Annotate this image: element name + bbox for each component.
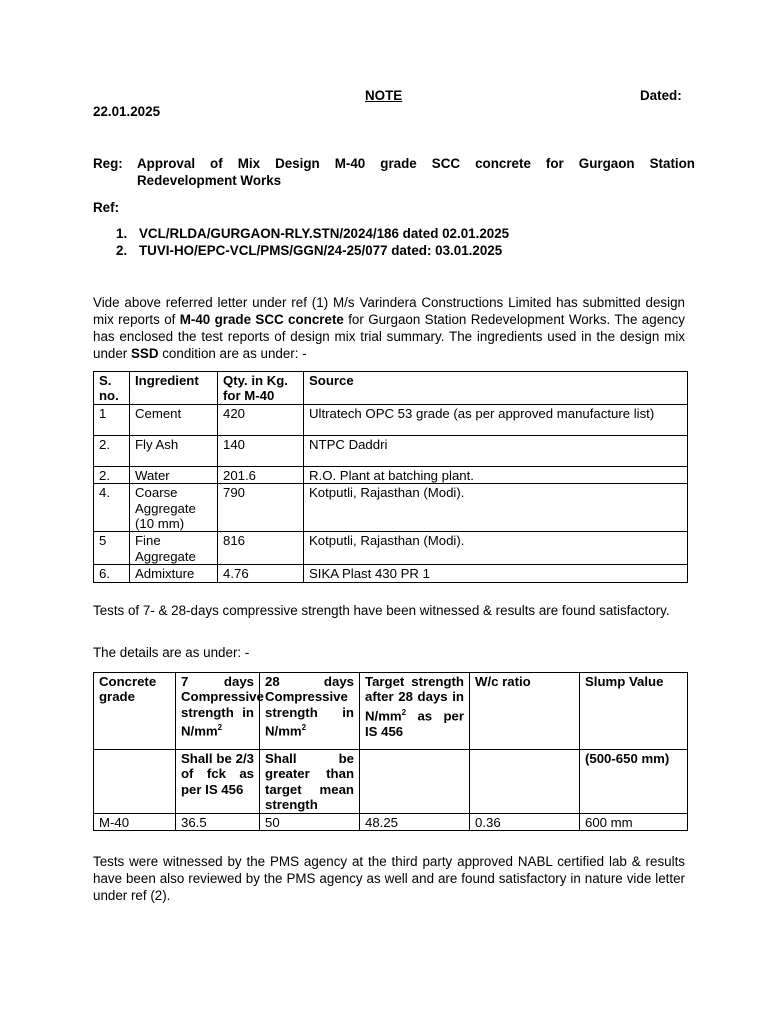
tests-paragraph: Tests of 7- & 28-days compressive strength have been witnessed & results are found satisfactory. [93, 603, 670, 618]
source-cell: Kotputli, Rajasthan (Modi). [304, 484, 688, 532]
table-row [94, 466, 688, 483]
qty-cell: 816 [218, 532, 304, 565]
intro-bold-grade: M-40 grade SCC concrete [179, 312, 344, 327]
table-row [94, 813, 688, 830]
table-header-row [94, 372, 688, 405]
qty-cell: 140 [218, 435, 304, 466]
table-row [94, 404, 688, 435]
note-date: 22.01.2025 [93, 104, 161, 119]
result-cell: 0.36 [470, 813, 580, 830]
dated-label: Dated: [640, 88, 682, 103]
column-header: S. no. [94, 372, 130, 405]
ref-item-text: VCL/RLDA/GURGAON-RLY.STN/2024/186 dated 02.01.2025 [139, 226, 510, 241]
reg-subject-line2: Redevelopment Works [137, 173, 282, 188]
column-header: Slump Value [580, 673, 688, 750]
sno-cell: 6. [94, 565, 130, 582]
ingredient-cell: Water [130, 466, 218, 483]
empty-cell [360, 750, 470, 814]
ingredients-table [93, 371, 688, 583]
ingredient-cell: Fine Aggregate [130, 532, 218, 565]
table-header-row [94, 673, 688, 750]
table-row [94, 435, 688, 466]
empty-cell [94, 750, 176, 814]
column-header: Concrete grade [94, 673, 176, 750]
ref-item-number: 1. [116, 226, 128, 241]
ingredient-cell: Admixture [130, 565, 218, 582]
sno-cell: 1 [94, 404, 130, 435]
intro-bold-ssd: SSD [130, 346, 159, 361]
ref-label: Ref: [93, 200, 120, 215]
strength-table [93, 672, 688, 831]
table-row [94, 750, 688, 814]
ingredient-cell: Coarse Aggregate (10 mm) [130, 484, 218, 532]
table-row [94, 532, 688, 565]
source-cell: NTPC Daddri [304, 435, 688, 466]
ingredient-cell: Cement [130, 404, 218, 435]
result-cell: 600 mm [580, 813, 688, 830]
ref-item-number: 2. [116, 243, 128, 258]
column-header: Target strength after 28 days in $N/mm^2$ as per IS 456 [360, 673, 470, 750]
table-row [94, 565, 688, 582]
reg-subject-line1: Approval of Mix Design M-40 grade SCC concrete for Gurgaon Station [137, 156, 695, 171]
details-line: The details are as under: - [93, 645, 250, 660]
note-heading: NOTE [365, 88, 403, 103]
source-cell: Kotputli, Rajasthan (Modi). [304, 532, 688, 565]
criteria-cell: Shall be greater than target mean strength [260, 750, 360, 814]
column-header: W/c ratio [470, 673, 580, 750]
column-header: 7 days Compressive strength in $N/mm^2$ [176, 673, 260, 750]
column-header: Source [304, 372, 688, 405]
qty-cell: 420 [218, 404, 304, 435]
sno-cell: 4. [94, 484, 130, 532]
qty-cell: 201.6 [218, 466, 304, 483]
table-row [94, 484, 688, 532]
result-cell: M-40 [94, 813, 176, 830]
ref-item-text: TUVI-HO/EPC-VCL/PMS/GGN/24-25/077 dated: 03.01.2025 [139, 243, 503, 258]
ingredient-cell: Fly Ash [130, 435, 218, 466]
intro-paragraph: Vide above referred letter under ref (1) M/s Varindera Constructions Limited has submitted design mix reports of M-40 grade SCC concrete for Gurgaon Station Redevelopment Works. The agency has enclosed the test reports of design mix trial summary. The ingredients used in the design mix under SSD condition are as under: - [93, 295, 685, 361]
criteria-cell: (500-650 mm) [580, 750, 688, 814]
result-cell: 36.5 [176, 813, 260, 830]
column-header: Qty. in Kg. for M-40 [218, 372, 304, 405]
column-header: 28 days Compressive strength in $N/mm^2$ [260, 673, 360, 750]
reg-label: Reg: [93, 156, 123, 171]
source-cell: SIKA Plast 430 PR 1 [304, 565, 688, 582]
result-cell: 48.25 [360, 813, 470, 830]
result-cell: 50 [260, 813, 360, 830]
qty-cell: 790 [218, 484, 304, 532]
source-cell: Ultratech OPC 53 grade (as per approved manufacture list) [304, 404, 688, 435]
qty-cell: 4.76 [218, 565, 304, 582]
closing-paragraph: Tests were witnessed by the PMS agency at the third party approved NABL certified lab & results have been also reviewed by the PMS agency as well and are found satisfactory in nature vide letter under ref (2). [93, 854, 685, 903]
criteria-cell: Shall be 2/3 of fck as per IS 456 [176, 750, 260, 814]
sno-cell: 2. [94, 466, 130, 483]
sno-cell: 5 [94, 532, 130, 565]
column-header: Ingredient [130, 372, 218, 405]
source-cell: R.O. Plant at batching plant. [304, 466, 688, 483]
empty-cell [470, 750, 580, 814]
sno-cell: 2. [94, 435, 130, 466]
